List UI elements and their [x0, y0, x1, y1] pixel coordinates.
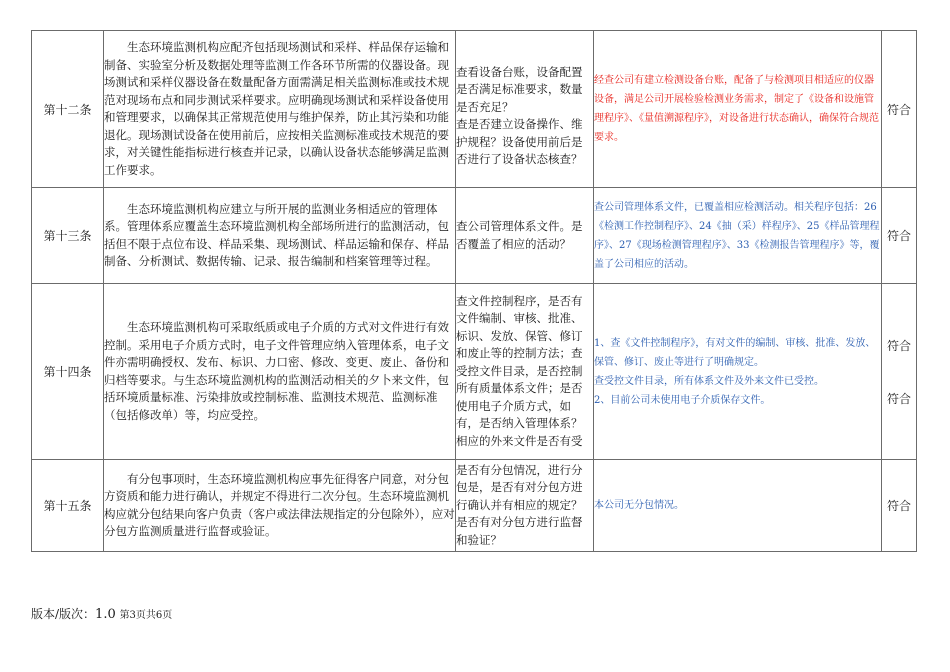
verdict-item: 符合 [886, 338, 911, 353]
verdict [882, 284, 917, 460]
audit-checklist-table [31, 30, 917, 552]
table-row [32, 460, 917, 552]
version-number: 1.0 [95, 607, 116, 622]
requirement-text: 生态环境监测机构可采取纸质或电子介质的方式对文件进行有效控制。采用电子介质方式时，电子文件管理应纳入管理体系，电子文件亦需明确授权、发布、标识、力口密、修改、变更、废止、备份和归档等要求。与生态环境监测机构的监测活动相关的夕卜来文件，包括环境质量标准、污染排放或控制标准、监测技术规范、监测标准（包括修改单）等，均应受控。 [104, 284, 456, 460]
review-method-text: 查看设备台账，设备配置是否满足标准要求，数量是否充足？ 查是否建立设备操作、维护规程？设备使用前后是否进行了设备状态核查？ [456, 64, 583, 166]
requirement-text: 有分包事项时，生态环境监测机构应事先征得客户同意，对分包方资质和能力进行确认，并规定不得进行二次分包。生态环境监测机构应就分包结果向客户负责（客户或法律法规指定的分包除外），应对分包方监测质量进行监督或验证。 [104, 460, 456, 552]
table-row [32, 188, 917, 284]
clause-number: 第十三条 [32, 188, 104, 284]
verdict-item: 符合 [886, 391, 911, 406]
audit-finding-text: 1、查《文件控制程序》，有对文件的编制、审核、批准、发放、保管、修订、废止等进行了明确规定。 查受控文件目录，所有体系文件及外来文件已受控。 2、目前公司未使用电子介质保存文件。 [594, 337, 876, 406]
review-method [456, 31, 594, 188]
review-method: 是否有分包情况，进行分包是，是否有对分包方进行确认并有相应的规定？是否有对分包方进行监督和验证？ [456, 460, 594, 552]
verdict: 符合 [882, 188, 917, 284]
requirement-text: 生态环境监测机构应建立与所开展的监测业务相适应的管理体系。管理体系应覆盖生态环境监测机构全部场所进行的监测活动，包括但不限于点位布设、样品采集、现场测试、样品运输和保存、样品制备、分析测试、数据传输、记录、报告编制和档案管理等过程。 [104, 188, 456, 284]
clause-number: 第十二条 [32, 31, 104, 188]
audit-finding: 经查公司有建立检测设备台账，配备了与检测项目相适应的仪器设备，满足公司开展检验检测业务需求，制定了《设备和设施管理程序》、《量值溯源程序》，对设备进行状态确认，确保符合规范要求。 [594, 31, 882, 188]
audit-finding [594, 284, 882, 460]
page-footer [31, 605, 172, 622]
table-row [32, 284, 917, 460]
requirement-text: 生态环境监测机构应配齐包括现场测试和采样、样品保存运输和制备、实验室分析及数据处理等监测工作各环节所需的仪器设备。现场测试和采样仪器设备在数量配备方面需满足相关监测标准或技术规范对现场布点和同步测试采样要求。应明确现场测试和采样设备使用和管理要求，以确保其正常规范使用与维护保养，防止其污染和功能退化。现场测试设备在使用前后，应按相关监测标准或技术规范的要求，对关键性能指标进行核查并记录，以确认设备状态能够满足监测工作要求。 [104, 31, 456, 188]
clause-number: 第十五条 [32, 460, 104, 552]
audit-finding: 本公司无分包情况。 [594, 460, 882, 552]
page-number: 第3页共6页 [119, 610, 173, 621]
verdict: 符合 [882, 460, 917, 552]
review-method: 查文件控制程序，是否有文件编制、审核、批准、标识、发放、保管、修订和废止等的控制方法；查受控文件目录，是否控制所有质量体系文件；是否使用电子介质方式，如有，是否纳入管理体系？相应的外来文件是否有受 [456, 284, 594, 460]
version-label: 版本/版次： [31, 607, 96, 621]
review-method: 查公司管理体系文件。是否覆盖了相应的活动？ [456, 188, 594, 284]
audit-finding: 查公司管理体系文件，已覆盖相应检测活动。相关程序包括：26《检测工作控制程序》、24《抽（采）样程序》、25《样品管理程序》、27《现场检测管理程序》、33《检测报告管理程序》等，覆盖了公司相应的活动。 [594, 188, 882, 284]
table-row [32, 31, 917, 188]
verdict: 符合 [882, 31, 917, 188]
clause-number: 第十四条 [32, 284, 104, 460]
